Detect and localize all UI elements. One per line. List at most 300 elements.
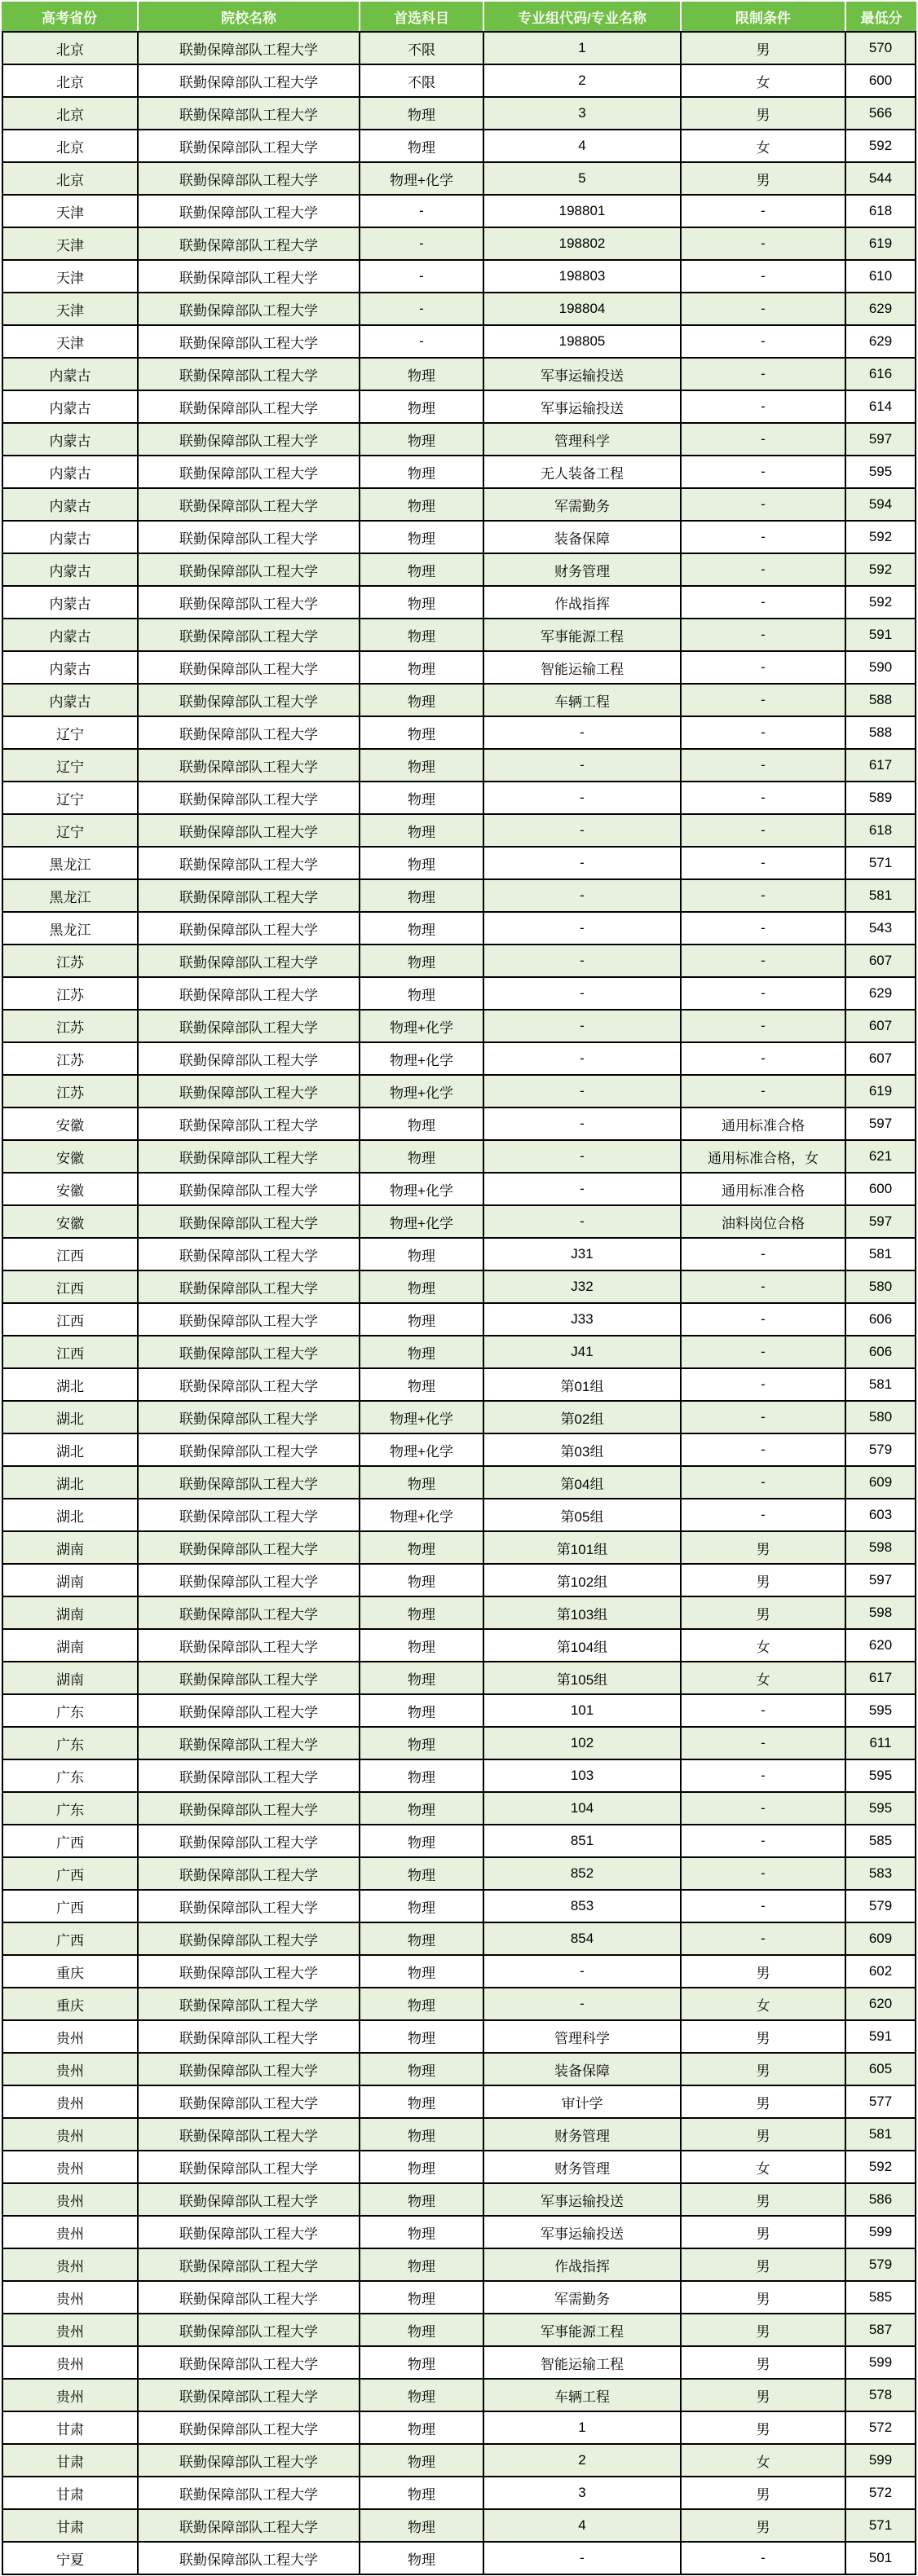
cell-restriction: - xyxy=(682,2543,846,2575)
cell-school: 联勤保障部队工程大学 xyxy=(139,1108,360,1141)
cell-province: 安徽 xyxy=(2,1174,139,1206)
cell-restriction: 通用标准合格，女 xyxy=(682,1141,846,1174)
cell-restriction: - xyxy=(682,880,846,913)
cell-subject: 物理 xyxy=(360,1728,484,1760)
cell-score: 609 xyxy=(846,1467,916,1499)
cell-subject: 物理+化学 xyxy=(360,163,484,196)
cell-school: 联勤保障部队工程大学 xyxy=(139,1434,360,1467)
cell-group: 第04组 xyxy=(484,1467,682,1499)
cell-score: 595 xyxy=(846,1793,916,1825)
table-row xyxy=(2,1662,916,1695)
cell-province: 安徽 xyxy=(2,1141,139,1174)
cell-restriction: - xyxy=(682,685,846,717)
cell-group: 军事运输投送 xyxy=(484,2184,682,2217)
cell-province: 内蒙古 xyxy=(2,489,139,522)
cell-subject: 物理 xyxy=(360,1565,484,1597)
cell-subject: 物理 xyxy=(360,456,484,489)
cell-school: 联勤保障部队工程大学 xyxy=(139,65,360,98)
cell-score: 590 xyxy=(846,652,916,685)
table-row xyxy=(2,2380,916,2412)
cell-school: 联勤保障部队工程大学 xyxy=(139,163,360,196)
cell-group: 军事能源工程 xyxy=(484,2314,682,2347)
cell-school: 联勤保障部队工程大学 xyxy=(139,945,360,978)
cell-subject: 物理 xyxy=(360,489,484,522)
cell-group: 无人装备工程 xyxy=(484,456,682,489)
cell-subject: 物理 xyxy=(360,2021,484,2054)
table-row xyxy=(2,1923,916,1956)
cell-subject: 物理 xyxy=(360,2543,484,2575)
cell-restriction: 油料岗位合格 xyxy=(682,1206,846,1239)
cell-score: 611 xyxy=(846,1728,916,1760)
cell-restriction: 男 xyxy=(682,2412,846,2445)
cell-score: 599 xyxy=(846,2347,916,2380)
table-row xyxy=(2,880,916,913)
cell-group: - xyxy=(484,750,682,782)
cell-group: 102 xyxy=(484,1728,682,1760)
cell-school: 联勤保障部队工程大学 xyxy=(139,1239,360,1271)
cell-group: 101 xyxy=(484,1695,682,1728)
cell-province: 贵州 xyxy=(2,2119,139,2151)
cell-subject: 物理 xyxy=(360,424,484,456)
cell-group: 军事运输投送 xyxy=(484,2217,682,2249)
table-row xyxy=(2,1011,916,1043)
cell-score: 607 xyxy=(846,1011,916,1043)
cell-province: 贵州 xyxy=(2,2021,139,2054)
cell-group: 作战指挥 xyxy=(484,2249,682,2282)
cell-score: 606 xyxy=(846,1304,916,1336)
cell-subject: 物理 xyxy=(360,815,484,848)
cell-province: 内蒙古 xyxy=(2,587,139,619)
cell-subject: 物理 xyxy=(360,978,484,1011)
cell-subject: 物理 xyxy=(360,2217,484,2249)
table-row xyxy=(2,228,916,261)
cell-school: 联勤保障部队工程大学 xyxy=(139,2021,360,2054)
cell-school: 联勤保障部队工程大学 xyxy=(139,1336,360,1369)
cell-school: 联勤保障部队工程大学 xyxy=(139,2184,360,2217)
cell-school: 联勤保障部队工程大学 xyxy=(139,815,360,848)
cell-school: 联勤保障部队工程大学 xyxy=(139,2445,360,2477)
cell-province: 宁夏 xyxy=(2,2543,139,2575)
table-row xyxy=(2,1565,916,1597)
cell-restriction: 男 xyxy=(682,2477,846,2510)
cell-subject: 物理 xyxy=(360,1141,484,1174)
cell-score: 579 xyxy=(846,1891,916,1923)
cell-restriction: - xyxy=(682,1336,846,1369)
table-row xyxy=(2,2282,916,2314)
cell-subject: 物理 xyxy=(360,2054,484,2086)
cell-score: 578 xyxy=(846,2380,916,2412)
cell-score: 600 xyxy=(846,65,916,98)
cell-subject: 物理 xyxy=(360,1662,484,1695)
cell-province: 广东 xyxy=(2,1728,139,1760)
cell-school: 联勤保障部队工程大学 xyxy=(139,978,360,1011)
cell-restriction: - xyxy=(682,489,846,522)
cell-province: 广东 xyxy=(2,1760,139,1793)
cell-province: 北京 xyxy=(2,130,139,163)
table-row xyxy=(2,359,916,391)
cell-group: 第104组 xyxy=(484,1630,682,1662)
cell-school: 联勤保障部队工程大学 xyxy=(139,913,360,945)
cell-province: 湖南 xyxy=(2,1565,139,1597)
cell-province: 重庆 xyxy=(2,1956,139,1988)
cell-school: 联勤保障部队工程大学 xyxy=(139,1043,360,1076)
cell-subject: 物理 xyxy=(360,554,484,587)
cell-subject: 物理 xyxy=(360,1858,484,1891)
cell-subject: 不限 xyxy=(360,31,484,65)
cell-group: - xyxy=(484,880,682,913)
cell-group: 104 xyxy=(484,1793,682,1825)
cell-province: 江苏 xyxy=(2,1076,139,1108)
table-row xyxy=(2,293,916,326)
cell-group: 审计学 xyxy=(484,2086,682,2119)
table-body xyxy=(2,31,916,2575)
cell-score: 598 xyxy=(846,1532,916,1565)
cell-province: 内蒙古 xyxy=(2,391,139,424)
cell-group: 军事运输投送 xyxy=(484,391,682,424)
cell-restriction: - xyxy=(682,1434,846,1467)
cell-restriction: 通用标准合格 xyxy=(682,1174,846,1206)
col-header-major-group: 专业组代码/专业名称 xyxy=(484,2,682,31)
cell-restriction: 男 xyxy=(682,2217,846,2249)
cell-group: - xyxy=(484,815,682,848)
table-row xyxy=(2,1174,916,1206)
cell-school: 联勤保障部队工程大学 xyxy=(139,1402,360,1434)
cell-restriction: 女 xyxy=(682,2151,846,2184)
cell-school: 联勤保障部队工程大学 xyxy=(139,1304,360,1336)
cell-school: 联勤保障部队工程大学 xyxy=(139,2151,360,2184)
cell-province: 内蒙古 xyxy=(2,359,139,391)
cell-score: 585 xyxy=(846,2282,916,2314)
cell-subject: 物理 xyxy=(360,1271,484,1304)
cell-school: 联勤保障部队工程大学 xyxy=(139,2510,360,2543)
cell-subject: 物理 xyxy=(360,1336,484,1369)
cell-group: 198805 xyxy=(484,326,682,359)
cell-subject: 物理 xyxy=(360,913,484,945)
cell-school: 联勤保障部队工程大学 xyxy=(139,1858,360,1891)
cell-subject: 物理 xyxy=(360,1108,484,1141)
cell-score: 606 xyxy=(846,1336,916,1369)
cell-province: 江西 xyxy=(2,1271,139,1304)
cell-restriction: 男 xyxy=(682,2380,846,2412)
cell-school: 联勤保障部队工程大学 xyxy=(139,880,360,913)
cell-group: 4 xyxy=(484,130,682,163)
cell-score: 572 xyxy=(846,2412,916,2445)
table-row xyxy=(2,2543,916,2575)
cell-group: 第05组 xyxy=(484,1499,682,1532)
cell-restriction: 通用标准合格 xyxy=(682,1108,846,1141)
table-row xyxy=(2,1858,916,1891)
cell-school: 联勤保障部队工程大学 xyxy=(139,228,360,261)
cell-score: 580 xyxy=(846,1271,916,1304)
cell-score: 629 xyxy=(846,293,916,326)
cell-score: 597 xyxy=(846,1206,916,1239)
cell-group: 3 xyxy=(484,98,682,130)
cell-school: 联勤保障部队工程大学 xyxy=(139,98,360,130)
table-row xyxy=(2,2314,916,2347)
table-row xyxy=(2,65,916,98)
cell-subject: - xyxy=(360,326,484,359)
cell-score: 600 xyxy=(846,1174,916,1206)
cell-score: 581 xyxy=(846,1239,916,1271)
cell-score: 619 xyxy=(846,228,916,261)
cell-school: 联勤保障部队工程大学 xyxy=(139,750,360,782)
table-row xyxy=(2,1369,916,1402)
cell-subject: 物理 xyxy=(360,2347,484,2380)
table-row xyxy=(2,1760,916,1793)
cell-group: - xyxy=(484,717,682,750)
table-row xyxy=(2,1043,916,1076)
cell-subject: 物理 xyxy=(360,587,484,619)
cell-group: 3 xyxy=(484,2477,682,2510)
cell-subject: - xyxy=(360,261,484,293)
cell-group: 军需勤务 xyxy=(484,489,682,522)
cell-province: 江苏 xyxy=(2,1011,139,1043)
table-row xyxy=(2,2510,916,2543)
cell-restriction: 女 xyxy=(682,1662,846,1695)
cell-school: 联勤保障部队工程大学 xyxy=(139,1076,360,1108)
cell-subject: 物理 xyxy=(360,359,484,391)
cell-score: 570 xyxy=(846,31,916,65)
cell-subject: 物理 xyxy=(360,880,484,913)
table-row xyxy=(2,2445,916,2477)
cell-school: 联勤保障部队工程大学 xyxy=(139,293,360,326)
cell-group: 1 xyxy=(484,2412,682,2445)
cell-group: 军事能源工程 xyxy=(484,619,682,652)
cell-group: - xyxy=(484,1141,682,1174)
cell-score: 595 xyxy=(846,1695,916,1728)
cell-school: 联勤保障部队工程大学 xyxy=(139,619,360,652)
cell-score: 543 xyxy=(846,913,916,945)
cell-province: 内蒙古 xyxy=(2,522,139,554)
cell-group: 852 xyxy=(484,1858,682,1891)
cell-subject: 物理 xyxy=(360,848,484,880)
cell-restriction: 男 xyxy=(682,2347,846,2380)
col-header-restriction: 限制条件 xyxy=(682,2,846,31)
cell-group: J32 xyxy=(484,1271,682,1304)
cell-score: 609 xyxy=(846,1923,916,1956)
cell-province: 安徽 xyxy=(2,1108,139,1141)
cell-score: 598 xyxy=(846,1597,916,1630)
cell-subject: 物理 xyxy=(360,2314,484,2347)
cell-group: - xyxy=(484,1174,682,1206)
cell-score: 579 xyxy=(846,1434,916,1467)
cell-subject: 物理 xyxy=(360,1825,484,1858)
table-row xyxy=(2,391,916,424)
cell-school: 联勤保障部队工程大学 xyxy=(139,1565,360,1597)
table-row xyxy=(2,2217,916,2249)
cell-province: 甘肃 xyxy=(2,2510,139,2543)
cell-group: 第02组 xyxy=(484,1402,682,1434)
cell-school: 联勤保障部队工程大学 xyxy=(139,1760,360,1793)
cell-school: 联勤保障部队工程大学 xyxy=(139,2543,360,2575)
cell-score: 581 xyxy=(846,880,916,913)
cell-group: - xyxy=(484,848,682,880)
table-row xyxy=(2,2184,916,2217)
cell-school: 联勤保障部队工程大学 xyxy=(139,1630,360,1662)
cell-province: 辽宁 xyxy=(2,717,139,750)
cell-school: 联勤保障部队工程大学 xyxy=(139,261,360,293)
cell-restriction: - xyxy=(682,1923,846,1956)
admission-score-table xyxy=(2,2,916,2575)
cell-score: 501 xyxy=(846,2543,916,2575)
cell-school: 联勤保障部队工程大学 xyxy=(139,1174,360,1206)
col-header-province: 高考省份 xyxy=(2,2,139,31)
cell-subject: 物理 xyxy=(360,750,484,782)
cell-score: 592 xyxy=(846,522,916,554)
cell-group: 装备保障 xyxy=(484,522,682,554)
cell-group: 4 xyxy=(484,2510,682,2543)
cell-group: 198804 xyxy=(484,293,682,326)
cell-score: 592 xyxy=(846,2151,916,2184)
cell-school: 联勤保障部队工程大学 xyxy=(139,1011,360,1043)
cell-school: 联勤保障部队工程大学 xyxy=(139,782,360,815)
cell-restriction: - xyxy=(682,815,846,848)
cell-group: 853 xyxy=(484,1891,682,1923)
table-row xyxy=(2,489,916,522)
cell-subject: 物理 xyxy=(360,130,484,163)
cell-subject: 物理 xyxy=(360,1630,484,1662)
cell-restriction: - xyxy=(682,782,846,815)
cell-province: 重庆 xyxy=(2,1988,139,2021)
cell-subject: 物理 xyxy=(360,1369,484,1402)
cell-restriction: - xyxy=(682,359,846,391)
cell-score: 619 xyxy=(846,1076,916,1108)
cell-province: 北京 xyxy=(2,31,139,65)
cell-school: 联勤保障部队工程大学 xyxy=(139,130,360,163)
cell-subject: 物理+化学 xyxy=(360,1174,484,1206)
cell-school: 联勤保障部队工程大学 xyxy=(139,1141,360,1174)
cell-score: 620 xyxy=(846,1630,916,1662)
cell-province: 广东 xyxy=(2,1793,139,1825)
table-row xyxy=(2,1108,916,1141)
cell-province: 广西 xyxy=(2,1825,139,1858)
cell-school: 联勤保障部队工程大学 xyxy=(139,1695,360,1728)
cell-restriction: - xyxy=(682,978,846,1011)
cell-restriction: - xyxy=(682,1891,846,1923)
cell-restriction: - xyxy=(682,1467,846,1499)
cell-score: 592 xyxy=(846,130,916,163)
cell-school: 联勤保障部队工程大学 xyxy=(139,2380,360,2412)
cell-province: 贵州 xyxy=(2,2054,139,2086)
cell-province: 贵州 xyxy=(2,2347,139,2380)
table-row xyxy=(2,1271,916,1304)
cell-score: 592 xyxy=(846,587,916,619)
table-row xyxy=(2,2086,916,2119)
table-row xyxy=(2,1141,916,1174)
cell-restriction: 女 xyxy=(682,130,846,163)
table-row xyxy=(2,717,916,750)
cell-score: 577 xyxy=(846,2086,916,2119)
cell-score: 580 xyxy=(846,1402,916,1434)
cell-province: 湖北 xyxy=(2,1369,139,1402)
cell-score: 629 xyxy=(846,978,916,1011)
cell-group: - xyxy=(484,978,682,1011)
cell-score: 629 xyxy=(846,326,916,359)
cell-restriction: - xyxy=(682,326,846,359)
cell-group: - xyxy=(484,1956,682,1988)
cell-group: 车辆工程 xyxy=(484,685,682,717)
cell-subject: 物理 xyxy=(360,2445,484,2477)
cell-school: 联勤保障部队工程大学 xyxy=(139,1923,360,1956)
cell-restriction: 男 xyxy=(682,2249,846,2282)
cell-school: 联勤保障部队工程大学 xyxy=(139,1271,360,1304)
cell-restriction: - xyxy=(682,1499,846,1532)
table-row xyxy=(2,1402,916,1434)
cell-subject: 物理 xyxy=(360,1760,484,1793)
cell-school: 联勤保障部队工程大学 xyxy=(139,326,360,359)
cell-group: 854 xyxy=(484,1923,682,1956)
table-row xyxy=(2,2021,916,2054)
cell-group: 车辆工程 xyxy=(484,2380,682,2412)
cell-group: 第102组 xyxy=(484,1565,682,1597)
cell-group: 作战指挥 xyxy=(484,587,682,619)
cell-restriction: - xyxy=(682,1369,846,1402)
cell-score: 614 xyxy=(846,391,916,424)
table-row xyxy=(2,2151,916,2184)
cell-subject: 物理 xyxy=(360,1695,484,1728)
cell-school: 联勤保障部队工程大学 xyxy=(139,196,360,228)
cell-subject: 物理 xyxy=(360,1597,484,1630)
cell-subject: 物理 xyxy=(360,685,484,717)
table-row xyxy=(2,652,916,685)
cell-school: 联勤保障部队工程大学 xyxy=(139,1206,360,1239)
cell-score: 595 xyxy=(846,456,916,489)
cell-restriction: 男 xyxy=(682,2086,846,2119)
table-row xyxy=(2,1467,916,1499)
cell-restriction: - xyxy=(682,1076,846,1108)
cell-group: 103 xyxy=(484,1760,682,1793)
cell-school: 联勤保障部队工程大学 xyxy=(139,1793,360,1825)
cell-province: 湖南 xyxy=(2,1532,139,1565)
cell-restriction: 男 xyxy=(682,98,846,130)
table-row xyxy=(2,945,916,978)
cell-score: 581 xyxy=(846,2119,916,2151)
cell-score: 571 xyxy=(846,848,916,880)
table-row xyxy=(2,1793,916,1825)
cell-restriction: - xyxy=(682,1760,846,1793)
cell-province: 北京 xyxy=(2,98,139,130)
cell-group: 2 xyxy=(484,65,682,98)
table-row xyxy=(2,31,916,65)
cell-score: 607 xyxy=(846,1043,916,1076)
cell-restriction: - xyxy=(682,1695,846,1728)
cell-school: 联勤保障部队工程大学 xyxy=(139,1956,360,1988)
cell-group: - xyxy=(484,945,682,978)
table-row xyxy=(2,2477,916,2510)
table-row xyxy=(2,1239,916,1271)
cell-group: 军需勤务 xyxy=(484,2282,682,2314)
cell-group: 财务管理 xyxy=(484,2119,682,2151)
cell-restriction: - xyxy=(682,652,846,685)
table-row xyxy=(2,2054,916,2086)
cell-subject: - xyxy=(360,228,484,261)
table-row xyxy=(2,1336,916,1369)
table-row xyxy=(2,1891,916,1923)
cell-score: 583 xyxy=(846,1858,916,1891)
cell-restriction: 男 xyxy=(682,2510,846,2543)
table-row xyxy=(2,1206,916,1239)
cell-subject: 物理+化学 xyxy=(360,1076,484,1108)
cell-school: 联勤保障部队工程大学 xyxy=(139,1499,360,1532)
cell-province: 贵州 xyxy=(2,2086,139,2119)
cell-school: 联勤保障部队工程大学 xyxy=(139,1532,360,1565)
cell-subject: 物理 xyxy=(360,2086,484,2119)
table-row xyxy=(2,2249,916,2282)
table-row xyxy=(2,1695,916,1728)
cell-score: 591 xyxy=(846,2021,916,2054)
cell-province: 辽宁 xyxy=(2,750,139,782)
table-row xyxy=(2,685,916,717)
